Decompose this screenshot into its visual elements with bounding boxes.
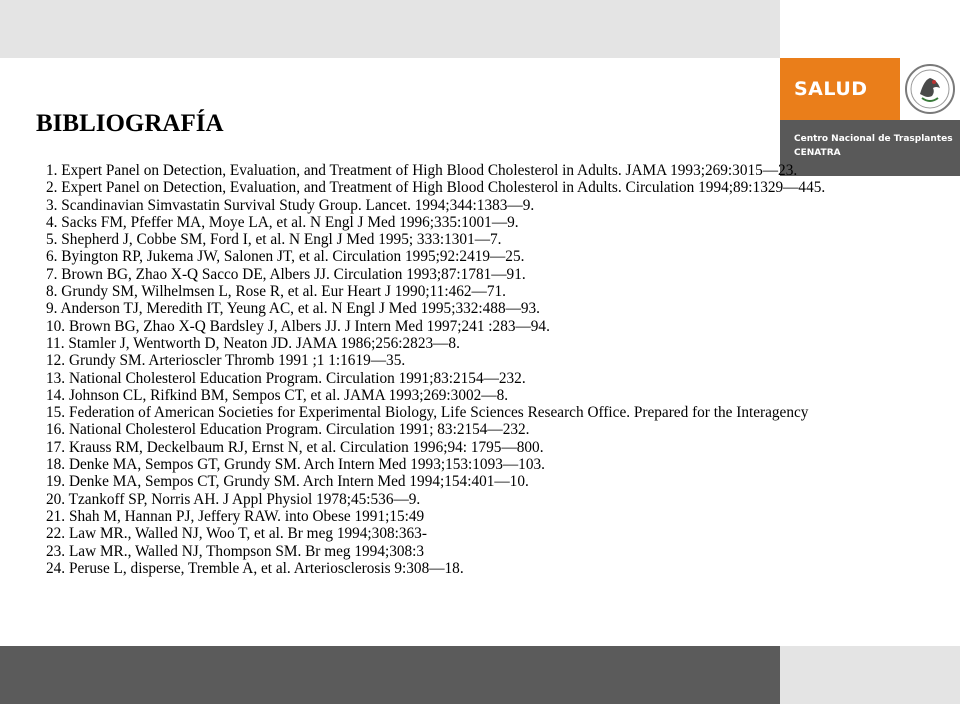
cenatra-org-name: Centro Nacional de Trasplantes: [794, 134, 953, 144]
bottom-band-right: [780, 646, 960, 704]
reference-item: 6. Byington RP, Jukema JW, Salonen JT, et al. Circulation 1995;92:2419—25.: [46, 248, 525, 266]
reference-item: 15. Federation of American Societies for Experimental Biology, Life Sciences Research Office. Prepared for the Interagency: [46, 404, 809, 422]
salud-logo: [780, 58, 900, 120]
reference-item: 2. Expert Panel on Detection, Evaluation, and Treatment of High Blood Cholesterol in Adults. Circulation 1994;89:1329—445.: [46, 179, 826, 197]
reference-item: 12. Grundy SM. Arterioscler Thromb 1991 ;1 1:1619—35.: [46, 352, 406, 370]
cenatra-acronym: CENATRA: [794, 148, 841, 158]
reference-item: 14. Johnson CL, Rifkind BM, Sempos CT, et al. JAMA 1993;269:3002—8.: [46, 386, 509, 404]
reference-item: 18. Denke MA, Sempos GT, Grundy SM. Arch Intern Med 1993;153:1093—103.: [46, 456, 545, 474]
reference-item: 4. Sacks FM, Pfeffer MA, Moye LA, et al. N Engl J Med 1996;335:1001—9.: [46, 213, 519, 231]
reference-item: 19. Denke MA, Sempos CT, Grundy SM. Arch Intern Med 1994;154:401—10.: [46, 473, 529, 491]
mexico-seal: [900, 58, 960, 120]
top-band: [0, 0, 780, 58]
reference-item: 3. Scandinavian Simvastatin Survival Study Group. Lancet. 1994;344:1383—9.: [46, 196, 535, 214]
reference-item: 9. Anderson TJ, Meredith IT, Yeung AC, et al. N Engl J Med 1995;332:488—93.: [46, 300, 541, 318]
reference-item: 10. Brown BG, Zhao X-Q Bardsley J, Albers JJ. J Intern Med 1997;241 :283—94.: [46, 317, 550, 335]
reference-item: 5. Shepherd J, Cobbe SM, Ford I, et al. N Engl J Med 1995; 333:1301—7.: [46, 231, 502, 249]
reference-item: 23. Law MR., Walled NJ, Thompson SM. Br meg 1994;308:3: [46, 542, 425, 560]
reference-item: 1. Expert Panel on Detection, Evaluation, and Treatment of High Blood Cholesterol in Adults. JAMA 1993;269:3015—23.: [46, 162, 798, 179]
reference-item: 22. Law MR., Walled NJ, Woo T, et al. Br meg 1994;308:363-: [46, 525, 427, 543]
reference-item: 8. Grundy SM, Wilhelmsen L, Rose R, et al. Eur Heart J 1990;11:462—71.: [46, 283, 506, 301]
salud-logo-text: SALUD: [794, 78, 868, 100]
reference-item: 16. National Cholesterol Education Program. Circulation 1991; 83:2154—232.: [46, 421, 530, 439]
reference-item: 20. Tzankoff SP, Norris AH. J Appl Physiol 1978;45:536—9.: [46, 490, 421, 508]
reference-item: 7. Brown BG, Zhao X-Q Sacco DE, Albers JJ. Circulation 1993;87:1781—91.: [46, 265, 526, 283]
reference-item: 13. National Cholesterol Education Program. Circulation 1991;83:2154—232.: [46, 369, 526, 387]
reference-item: 21. Shah M, Hannan PJ, Jeffery RAW. into Obese 1991;15:49: [46, 507, 425, 525]
reference-item: 17. Krauss RM, Deckelbaum RJ, Ernst N, et al. Circulation 1996;94: 1795—800.: [46, 438, 544, 456]
reference-item: 11. Stamler J, Wentworth D, Neaton JD. JAMA 1986;256:2823—8.: [46, 334, 460, 352]
reference-list: [46, 162, 926, 577]
page-title: BIBLIOGRAFÍA: [36, 110, 224, 137]
reference-item: 24. Peruse L, disperse, Tremble A, et al. Arteriosclerosis 9:308—18.: [46, 559, 464, 577]
top-band-right: [780, 0, 960, 58]
eagle-seal-icon: [900, 58, 960, 120]
bottom-band: [0, 646, 780, 704]
